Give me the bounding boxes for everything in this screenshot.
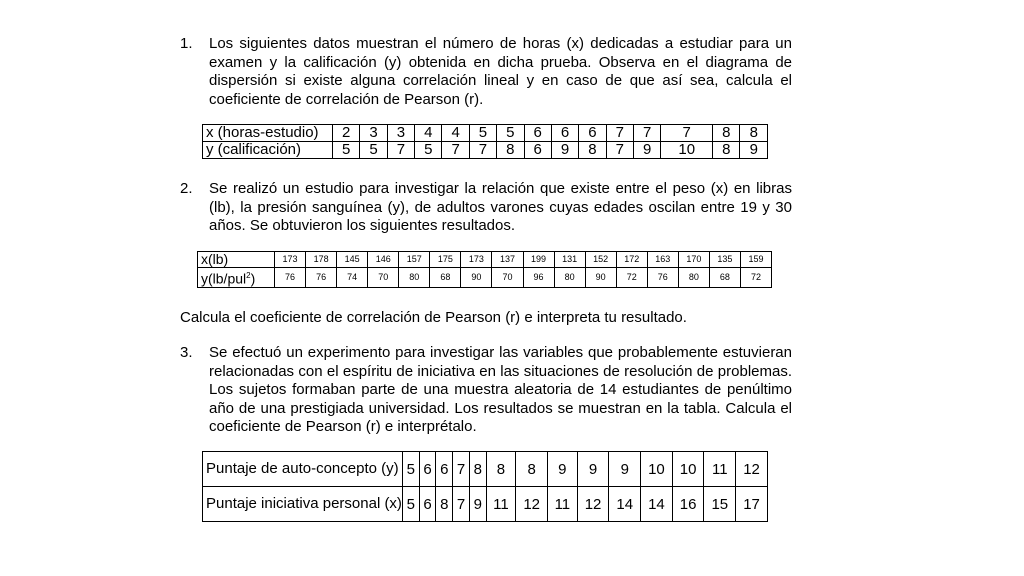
row-label <box>198 268 275 288</box>
table-cell: 11 <box>704 452 736 487</box>
table-cell: 10 <box>661 142 713 159</box>
table-cell: 9 <box>577 452 609 487</box>
table-cell: 11 <box>486 487 516 522</box>
table-cell: 5 <box>497 125 524 142</box>
table-cell: 6 <box>419 487 436 522</box>
table-row <box>198 252 772 268</box>
table-cell: 7 <box>606 125 633 142</box>
table-cell: 146 <box>368 252 399 268</box>
table-cell: 72 <box>740 268 771 288</box>
table-cell: 8 <box>486 452 516 487</box>
table-cell: 16 <box>672 487 704 522</box>
table-cell: 8 <box>516 452 548 487</box>
table-cell: 4 <box>442 125 469 142</box>
table-cell: 10 <box>672 452 704 487</box>
table-cell: 7 <box>453 487 470 522</box>
table-cell: 9 <box>609 452 641 487</box>
table-row <box>203 142 768 159</box>
table-cell: 173 <box>461 252 492 268</box>
table-cell: 5 <box>415 142 442 159</box>
hours-grades-table <box>202 124 768 159</box>
table-cell: 9 <box>548 452 578 487</box>
table-row <box>203 452 768 487</box>
table-cell: 3 <box>387 125 414 142</box>
table-cell: 10 <box>641 452 673 487</box>
table-cell: 7 <box>633 125 660 142</box>
problem-2-instruction: Calcula el coeficiente de correlación de Pearson (r) e interpreta tu resultado. <box>180 309 687 326</box>
row-label: x(lb) <box>198 252 275 268</box>
table-cell: 14 <box>641 487 673 522</box>
table-cell: 76 <box>647 268 678 288</box>
table-cell: 7 <box>387 142 414 159</box>
table-row <box>198 268 772 288</box>
table-cell: 9 <box>740 142 768 159</box>
table-cell: 175 <box>430 252 461 268</box>
table-cell: 8 <box>469 452 486 487</box>
table-cell: 163 <box>647 252 678 268</box>
table-cell: 12 <box>516 487 548 522</box>
table-cell: 7 <box>453 452 470 487</box>
table-cell: 4 <box>415 125 442 142</box>
table-cell: 80 <box>554 268 585 288</box>
table-cell: 137 <box>492 252 523 268</box>
table-cell: 157 <box>399 252 430 268</box>
table-cell: 173 <box>275 252 306 268</box>
table-cell: 8 <box>497 142 524 159</box>
row-label: Puntaje de auto-concepto (y) <box>203 452 403 487</box>
row-label: x (horas-estudio) <box>203 125 333 142</box>
table-row <box>203 487 768 522</box>
table-cell: 6 <box>551 125 578 142</box>
table-cell: 6 <box>579 125 606 142</box>
table-cell: 17 <box>736 487 768 522</box>
table-cell: 72 <box>616 268 647 288</box>
table-cell: 74 <box>337 268 368 288</box>
table-cell: 7 <box>469 142 496 159</box>
row-label-superscript: 2 <box>246 271 251 280</box>
table-cell: 96 <box>523 268 554 288</box>
table-cell: 76 <box>306 268 337 288</box>
table-cell: 6 <box>436 452 453 487</box>
table-cell: 70 <box>492 268 523 288</box>
row-label-text: y(lb/pul <box>201 270 247 287</box>
problem-1-text: Los siguientes datos muestran el número de horas (x) dedicadas a estudiar para un examen y la calificación (y) obtenida en dicha prueba. Observa en el diagrama de dispersión si existe alguna correlación lineal y en caso de que así sea, calcula el coeficiente de correlación de Pearson (r). <box>209 35 792 108</box>
table-cell: 7 <box>606 142 633 159</box>
table-cell: 5 <box>469 125 496 142</box>
row-label: Puntaje iniciativa personal (x) <box>203 487 403 522</box>
table-cell: 9 <box>551 142 578 159</box>
table-cell: 9 <box>469 487 486 522</box>
problem-3 <box>180 344 792 437</box>
table-cell: 199 <box>523 252 554 268</box>
table-cell: 131 <box>554 252 585 268</box>
problem-2-text: Se realizó un estudio para investigar la relación que existe entre el peso (x) en libras (lb), la presión sanguínea (y), de adultos varones cuyas edades oscilan entre 19 y 30 años. Se obtuvieron los siguientes resultados. <box>209 180 792 234</box>
table-row <box>203 125 768 142</box>
problem-2 <box>180 180 792 236</box>
table-cell: 9 <box>633 142 660 159</box>
table-cell: 135 <box>709 252 740 268</box>
self-concept-initiative-table <box>202 451 768 522</box>
table-cell: 172 <box>616 252 647 268</box>
table-cell: 5 <box>333 142 360 159</box>
table-cell: 178 <box>306 252 337 268</box>
table-cell: 7 <box>442 142 469 159</box>
table-cell: 145 <box>337 252 368 268</box>
table-cell: 2 <box>333 125 360 142</box>
problem-1-number: 1. <box>180 35 193 52</box>
problem-3-number: 3. <box>180 344 193 361</box>
table-cell: 11 <box>548 487 578 522</box>
table-cell: 5 <box>402 452 419 487</box>
table-cell: 7 <box>661 125 713 142</box>
table-cell: 6 <box>524 125 551 142</box>
weight-pressure-table <box>197 251 772 288</box>
problem-2-number: 2. <box>180 180 193 197</box>
table-cell: 152 <box>585 252 616 268</box>
table-cell: 159 <box>740 252 771 268</box>
table-cell: 68 <box>430 268 461 288</box>
table-cell: 5 <box>402 487 419 522</box>
table-cell: 3 <box>360 125 387 142</box>
table-cell: 14 <box>609 487 641 522</box>
table-cell: 8 <box>579 142 606 159</box>
table-cell: 8 <box>713 125 740 142</box>
row-label: y (calificación) <box>203 142 333 159</box>
table-cell: 5 <box>360 142 387 159</box>
row-label-tail: ) <box>250 270 256 287</box>
table-cell: 76 <box>275 268 306 288</box>
table-cell: 8 <box>713 142 740 159</box>
table-cell: 170 <box>678 252 709 268</box>
table-cell: 8 <box>436 487 453 522</box>
table-cell: 6 <box>524 142 551 159</box>
table-cell: 12 <box>736 452 768 487</box>
table-cell: 12 <box>577 487 609 522</box>
table-cell: 15 <box>704 487 736 522</box>
table-cell: 8 <box>740 125 768 142</box>
table-cell: 68 <box>709 268 740 288</box>
problem-3-text: Se efectuó un experimento para investigar las variables que probablemente estuvieran relacionadas con el espíritu de iniciativa en las situaciones de resolución de problemas. Los sujetos formaban parte de una muestra aleatoria de 14 estudiantes de penúltimo año de una prestigiada universidad. Los resultados se muestran en la tabla. Calcula el coeficiente de Pearson (r) e interprétalo. <box>209 344 792 435</box>
table-cell: 80 <box>399 268 430 288</box>
table-cell: 70 <box>368 268 399 288</box>
table-cell: 6 <box>419 452 436 487</box>
table-cell: 90 <box>585 268 616 288</box>
table-cell: 80 <box>678 268 709 288</box>
problem-1 <box>180 35 792 109</box>
table-cell: 90 <box>461 268 492 288</box>
